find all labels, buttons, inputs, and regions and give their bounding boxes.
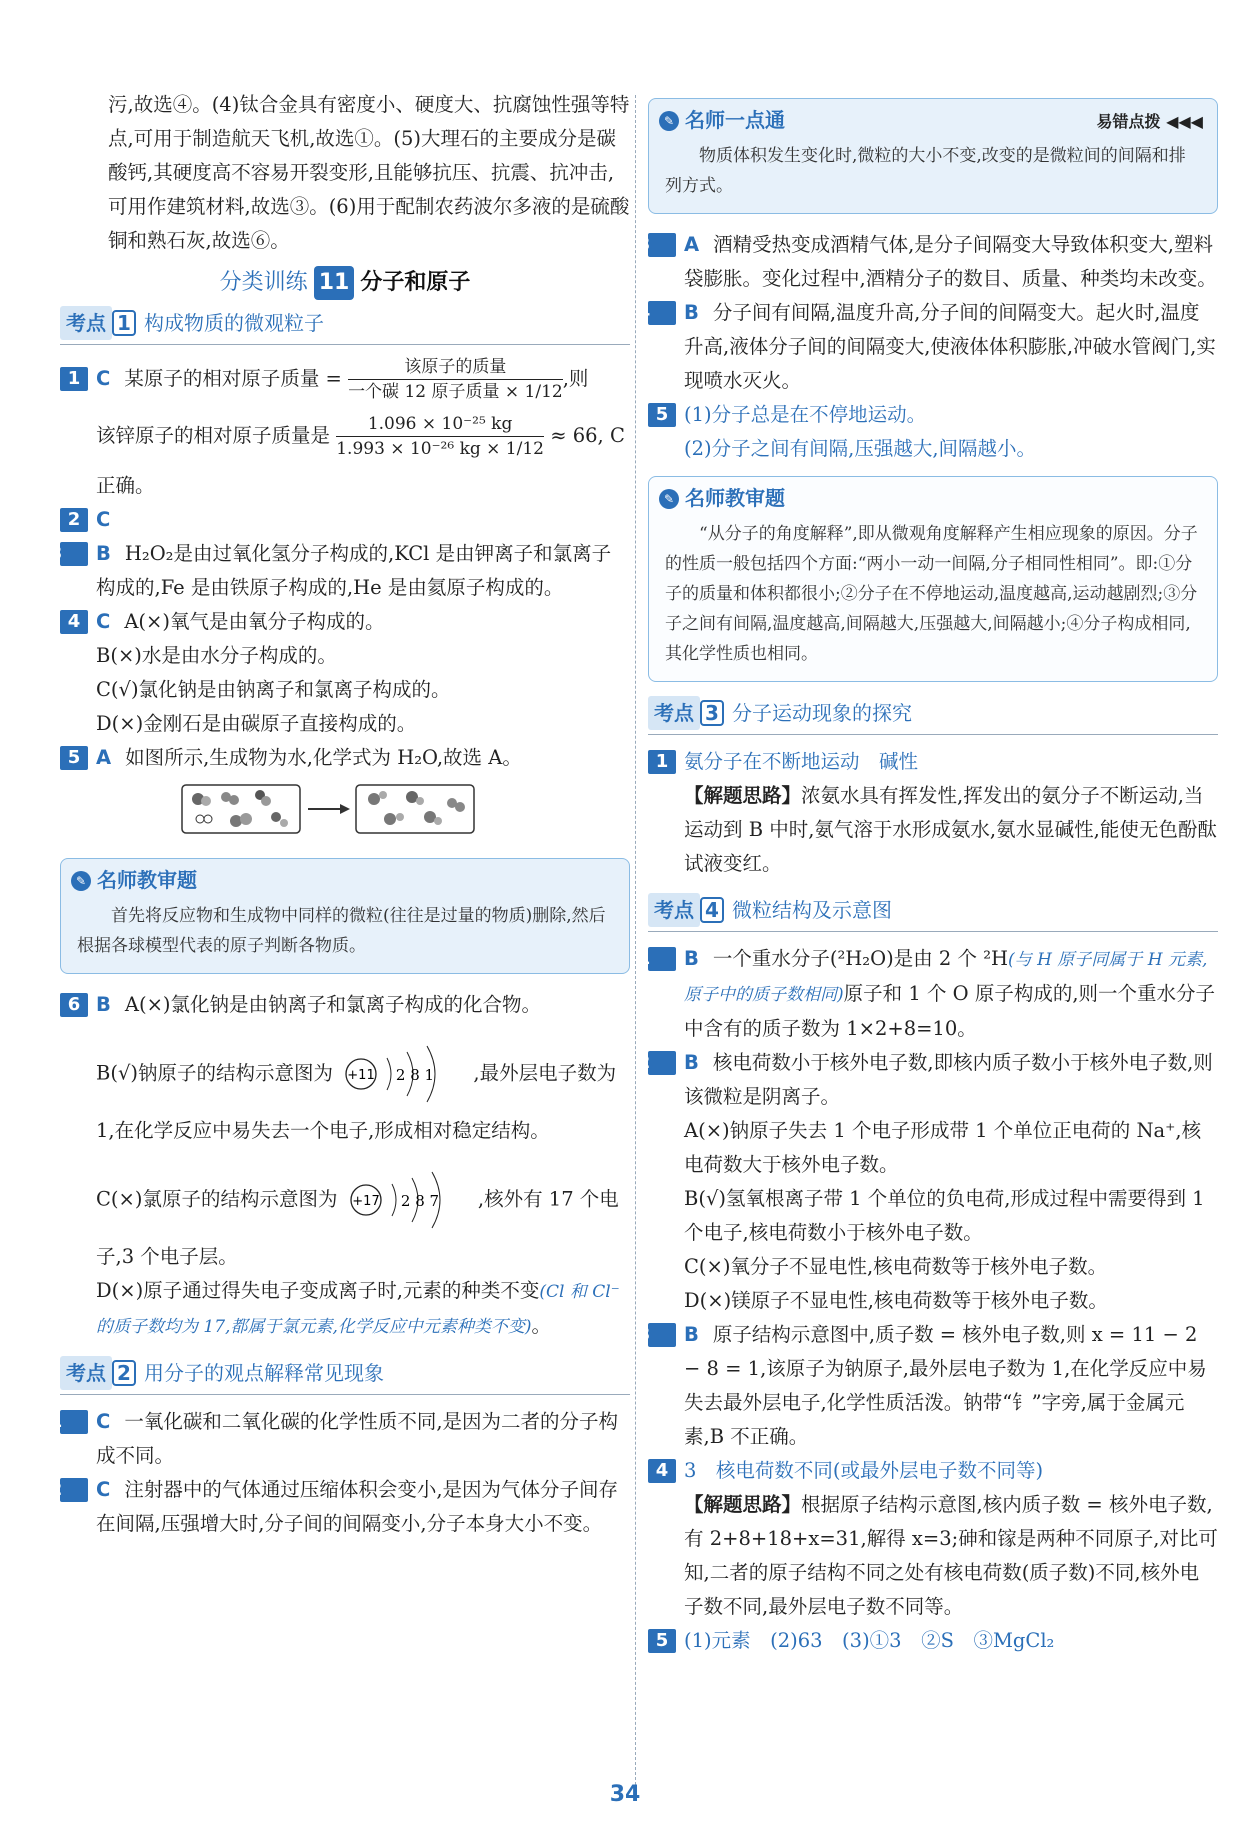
shell-electrons: 2 8 1	[396, 1066, 435, 1084]
question-number: 6	[60, 993, 88, 1017]
question-1	[60, 355, 630, 503]
question-number: 5	[60, 746, 88, 770]
option-d: D(×)金刚石是由碳原子直接构成的。	[96, 712, 417, 735]
answer-part-1: (1)分子总是在不停地运动。	[684, 403, 927, 426]
option-a: A(×)钠原子失去 1 个电子形成带 1 个单位正电荷的 Na⁺,核电荷数大于核外电子数。	[684, 1119, 1202, 1176]
kaodian-number: 1	[112, 310, 136, 336]
option-c-text: C(×)氯原子的结构示意图为	[96, 1187, 338, 1211]
answer-conclusion: 正确。	[96, 474, 155, 497]
answer-letter: B	[684, 947, 699, 970]
answer-text: (1)元素 (2)63 (3)①3 ②S ③MgCl₂	[684, 1629, 1055, 1652]
question-number: 3	[648, 233, 676, 257]
answer-text: 3 核电荷数不同(或最外层电子数不同等)	[684, 1459, 1044, 1482]
answer-text: 分子间有间隔,温度升高,分子间的间隔变大。起火时,温度升高,液体分子间的间隔变大,使液体体积膨胀,冲破水管阀门,实现喷水灭火。	[684, 301, 1216, 392]
question-number: 5	[648, 403, 676, 427]
question-4	[60, 605, 630, 741]
fraction-denominator: 一个碳 12 原子质量 × 1/12	[348, 382, 563, 402]
right-column	[637, 88, 1218, 1658]
section-title: 分子和原子	[360, 270, 471, 295]
left-column	[49, 88, 630, 1541]
kaodian-number: 3	[700, 700, 724, 726]
fraction-denominator: 1.993 × 10⁻²⁶ kg × 1/12	[336, 439, 544, 459]
k2-question-3	[637, 228, 1218, 296]
nucleus-label: +17	[351, 1194, 380, 1209]
answer-letter: B	[684, 1051, 699, 1074]
nucleus-label: +11	[347, 1068, 375, 1083]
kaodian-tag: 考点	[648, 893, 700, 927]
answer-part-2: (2)分子之间有间隔,压强越大,间隔越小。	[684, 437, 1037, 460]
k4-question-5	[648, 1624, 1218, 1658]
section-label: 分类训练	[219, 270, 308, 295]
chlorine-atom-diagram	[348, 1170, 468, 1230]
option-a: A(×)氧气是由氧分子构成的。	[124, 610, 385, 633]
k2-question-5	[648, 398, 1218, 466]
box-title	[659, 483, 1201, 513]
formula-tail: ,则	[562, 367, 589, 390]
answer-letter: A	[96, 746, 112, 769]
k2-question-4	[637, 296, 1218, 398]
answer-text-continued: 原子和 1 个 O 原子构成的,则一个重水分子中含有的质子数为 1×2+8=10。	[684, 982, 1216, 1040]
k2-question-2	[49, 1473, 630, 1541]
box-text: “从分子的角度解释”,即从微观角度解释产生相应现象的原因。分子的性质一般包括四个方面:“两小一动一间隔,分子相同性相同”。即:①分子的质量和体积都很小;②分子在不停地运动,温度越高,运动越剧烈;③分子之间有间隔,温度越高,间隔越大,压强越大,间隔越小;④分子构成相同,其化学性质也相同。	[665, 524, 1198, 664]
answer-letter: C	[96, 1478, 111, 1501]
teacher-icon: ✎	[659, 111, 679, 131]
option-b-text: B(√)钠原子的结构示意图为	[96, 1061, 333, 1085]
answer-letter: B	[684, 1323, 699, 1346]
box-title-text: 名师一点通	[685, 108, 785, 132]
formula-label: 某原子的相对原子质量 =	[124, 367, 342, 390]
shell-electrons: 2 8 7	[400, 1192, 439, 1210]
question-number: 5	[648, 1629, 676, 1653]
question-number: 4	[60, 610, 88, 634]
question-number: 1	[648, 947, 676, 971]
question-number: 4	[648, 301, 676, 325]
question-number: 1	[60, 367, 88, 391]
answer-letter: C	[96, 1410, 111, 1433]
box-text: 首先将反应物和生成物中同样的微粒(往往是过量的物质)删除,然后根据各球模型代表的原子判断各物质。	[77, 906, 606, 956]
intro-text: 污,故选④。(4)钛合金具有密度小、硬度大、抗腐蚀性强等特点,可用于制造航天飞机,故选①。(5)大理石的主要成分是碳酸钙,其硬度高不容易开裂变形,且能够抗压、抗震、抗冲击,可用作建筑材料,故选③。(6)用于配制农药波尔多液的是硫酸铜和熟石灰,故选⑥。	[108, 93, 630, 252]
answer-letter: B	[96, 542, 111, 565]
teacher-tip-box-1	[60, 858, 630, 974]
question-5	[60, 741, 630, 775]
question-2	[60, 503, 630, 537]
kaodian-number: 2	[112, 1360, 136, 1386]
solution-text: 根据原子结构示意图,核内质子数 = 核外电子数,有 2+8+18+x=31,解得 x=3;砷和镓是两种不同原子,对比可知,二者的原子结构不同之处有核电荷数(质子数)不同,核外电子数不同,最外层电子数不同等。	[684, 1493, 1218, 1618]
fraction-2	[336, 412, 544, 461]
answer-text: 如图所示,生成物为水,化学式为 H₂O,故选 A。	[125, 746, 522, 769]
reaction-diagram	[180, 781, 630, 848]
kaodian-4-heading	[648, 893, 1218, 932]
question-number: 2	[648, 1051, 676, 1075]
kaodian-title: 用分子的观点解释常见现象	[144, 1361, 384, 1385]
option-d: D(×)镁原子不显电性,核电荷数等于核外电子数。	[684, 1289, 1108, 1312]
option-c-text: ,核外有 17 个电	[477, 1187, 619, 1211]
kaodian-tag: 考点	[60, 306, 112, 340]
question-number: 4	[648, 1459, 676, 1483]
answer-text: H₂O₂是由过氧化氢分子构成的,KCl 是由钾离子和氯离子构成的,Fe 是由铁原子构成的,He 是由氦原子构成的。	[96, 542, 612, 599]
solution-tip-label: 【解题思路】	[684, 1493, 802, 1516]
teacher-tip-box-3	[648, 476, 1218, 682]
option-b: B(√)氢氧根离子带 1 个单位的负电荷,形成过程中需要得到 1 个电子,核电荷数小于核外电子数。	[684, 1187, 1205, 1244]
answer-letter: C	[96, 610, 111, 633]
box-text: 物质体积发生变化时,微粒的大小不变,改变的是微粒间的间隔和排列方式。	[665, 146, 1186, 196]
section-number: 11	[314, 266, 355, 300]
kaodian-title: 分子运动现象的探究	[732, 701, 912, 725]
solution-text: 浓氨水具有挥发性,挥发出的氨分子不断运动,当运动到 B 中时,氨气溶于水形成氨水,氨水显碱性,能使无色酚酞试液变红。	[684, 784, 1217, 875]
fraction-numerator: 1.096 × 10⁻²⁵ kg	[336, 412, 544, 437]
kaodian-title: 微粒结构及示意图	[732, 898, 892, 922]
solution-tip-label: 【解题思路】	[684, 784, 802, 807]
kaodian-tag: 考点	[60, 1356, 112, 1390]
question-number: 1	[648, 750, 676, 774]
question-number: 2	[60, 508, 88, 532]
formula-tail: ≈ 66, C	[550, 424, 625, 447]
answer-letter: C	[96, 508, 111, 531]
box-title-text: 名师教审题	[685, 486, 785, 510]
answer-letter: C	[96, 367, 111, 390]
sodium-atom-diagram	[343, 1044, 463, 1104]
question-6	[60, 988, 630, 1344]
k4-question-2	[637, 1046, 1218, 1318]
question-number: 2	[60, 1478, 88, 1502]
page-number: 34	[609, 1782, 641, 1807]
k3-question-1	[648, 745, 1218, 881]
option-d-text: D(×)原子通过得失电子变成离子时,元素的种类不变	[96, 1279, 540, 1302]
answer-text: 注射器中的气体通过压缩体积会变小,是因为气体分子间存在间隔,压强增大时,分子间的间隔变小,分子本身大小不变。	[96, 1478, 619, 1535]
question-number: 3	[648, 1323, 676, 1347]
option-b-text: ,最外层电子数为	[473, 1061, 617, 1085]
answer-text: 原子结构示意图中,质子数 = 核外电子数,则 x = 11 − 2 − 8 = 1,该原子为钠原子,最外层电子数为 1,在化学反应中易失去最外层电子,化学性质活泼。钠带“钅”字旁,属于金属元素,B 不正确。	[684, 1323, 1207, 1448]
option-d-note: (Cl 和 Cl⁻的质子数均为 17,都属于氯元素,化学反应中元素种类不变)	[96, 1282, 620, 1337]
option-c: C(×)氧分子不显电性,核电荷数等于核外电子数。	[684, 1255, 1108, 1278]
error-tip-label: 易错点拨 ◀◀◀	[1096, 112, 1203, 131]
answer-text: 核电荷数小于核外电子数,即核内质子数小于核外电子数,则该微粒是阴离子。	[684, 1051, 1213, 1108]
kaodian-1-heading	[60, 306, 630, 345]
box-title-text: 名师教审题	[97, 868, 197, 892]
kaodian-3-heading	[648, 696, 1218, 735]
answer-text: 氨分子在不断地运动 碱性	[684, 750, 919, 773]
option-b: B(×)水是由水分子构成的。	[96, 644, 337, 667]
k4-question-1	[637, 942, 1218, 1046]
answer-note: (与 H 原子同属于 H 元素,原子中的质子数相同)	[684, 950, 1208, 1005]
k4-question-3	[637, 1318, 1218, 1454]
option-a: A(×)氯化钠是由钠离子和氯离子构成的化合物。	[124, 993, 542, 1016]
answer-letter: B	[684, 301, 699, 324]
answer-text: 酒精受热变成酒精气体,是分子间隔变大导致体积变大,塑料袋膨胀。变化过程中,酒精分子的数目、质量、种类均未改变。	[684, 233, 1217, 290]
answer-text: 一个重水分子(²H₂O)是由 2 个 ²H	[712, 947, 1009, 970]
option-c: C(√)氯化钠是由钠离子和氯离子构成的。	[96, 678, 451, 701]
question-number: 3	[60, 542, 88, 566]
molecule-model-image	[180, 781, 480, 837]
option-b-continuation: 1,在化学反应中易失去一个电子,形成相对稳定结构。	[96, 1119, 550, 1142]
answer-letter: B	[96, 993, 111, 1016]
answer-text: 一氧化碳和二氧化碳的化学性质不同,是因为二者的分子构成不同。	[96, 1410, 619, 1467]
option-c-continuation: 子,3 个电子层。	[96, 1245, 238, 1268]
k2-question-1	[49, 1405, 630, 1473]
column-divider	[635, 95, 636, 1785]
kaodian-tag: 考点	[648, 696, 700, 730]
box-title	[71, 865, 613, 895]
fraction-numerator: 该原子的质量	[348, 355, 563, 380]
kaodian-2-heading	[60, 1356, 630, 1395]
question-3	[49, 537, 630, 605]
kaodian-number: 4	[700, 897, 724, 923]
teacher-tip-box-2	[648, 98, 1218, 214]
kaodian-title: 构成物质的微观粒子	[144, 311, 324, 335]
answer-letter: A	[684, 233, 700, 256]
fraction-1	[348, 355, 563, 404]
question-number: 1	[60, 1410, 88, 1434]
k4-question-4	[648, 1454, 1218, 1624]
teacher-icon: ✎	[71, 871, 91, 891]
section-heading	[60, 266, 630, 300]
option-d-end: 。	[531, 1314, 551, 1337]
teacher-icon: ✎	[659, 489, 679, 509]
formula-label: 该锌原子的相对原子质量是	[96, 424, 331, 447]
